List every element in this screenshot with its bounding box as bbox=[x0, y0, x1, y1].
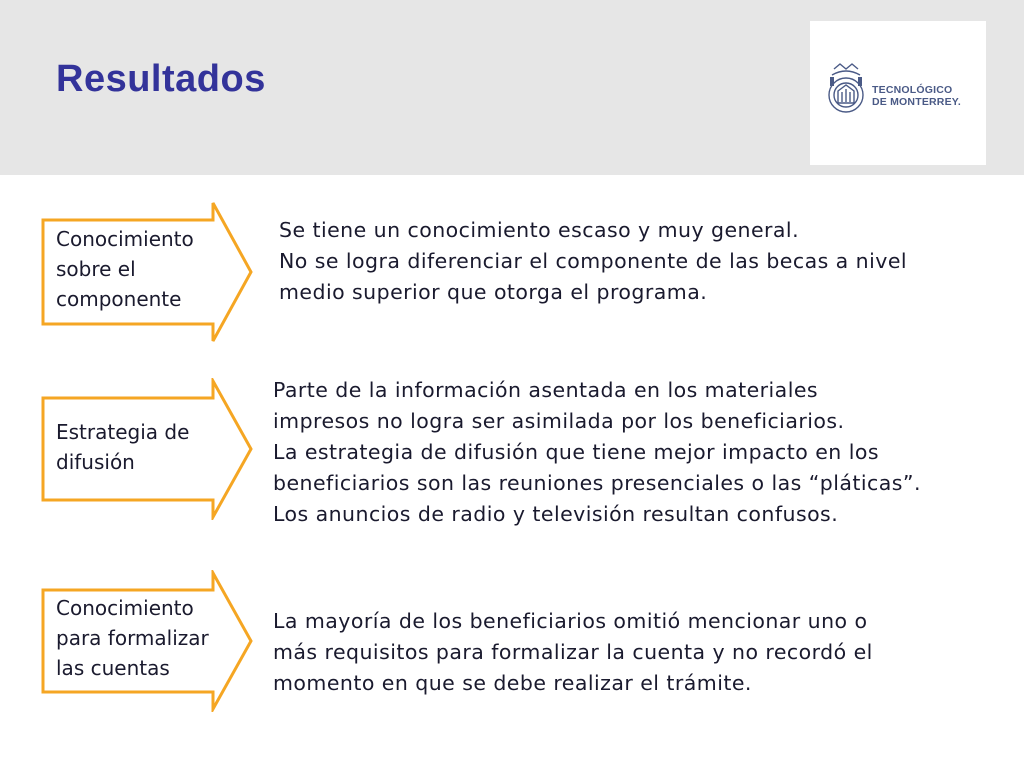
logo-line-1: TECNOLÓGICO bbox=[872, 84, 953, 96]
logo bbox=[810, 21, 986, 165]
row-text-conocimiento-cuentas: La mayoría de los beneficiarios omitió mencionar uno o más requisitos para formalizar la cuenta y no recordó el momento en que se debe realizar el trámite. bbox=[273, 609, 873, 695]
row-label-estrategia-difusion: Estrategia de difusión bbox=[56, 420, 190, 474]
row-label-conocimiento-cuentas: Conocimiento para formalizar las cuentas bbox=[56, 596, 209, 680]
logo-line-2: DE MONTERREY. bbox=[872, 96, 961, 108]
row-label-conocimiento-componente: Conocimiento sobre el componente bbox=[56, 227, 194, 311]
page-title: Resultados bbox=[56, 58, 266, 100]
header-band bbox=[0, 0, 1024, 175]
row-text-conocimiento-componente: Se tiene un conocimiento escaso y muy general. No se logra diferenciar el componente de las becas a nivel medio superior que otorga el programa. bbox=[279, 218, 908, 304]
seal-icon bbox=[824, 61, 868, 117]
logo-text bbox=[872, 84, 961, 108]
row-text-estrategia-difusion: Parte de la información asentada en los materiales impresos no logra ser asimilada por los beneficiarios. La estrategia de difusión que tiene mejor impacto en los beneficiarios son las reuniones presenciales o las “pláticas”. Los anuncios de radio y televisión resultan confusos. bbox=[273, 378, 921, 526]
